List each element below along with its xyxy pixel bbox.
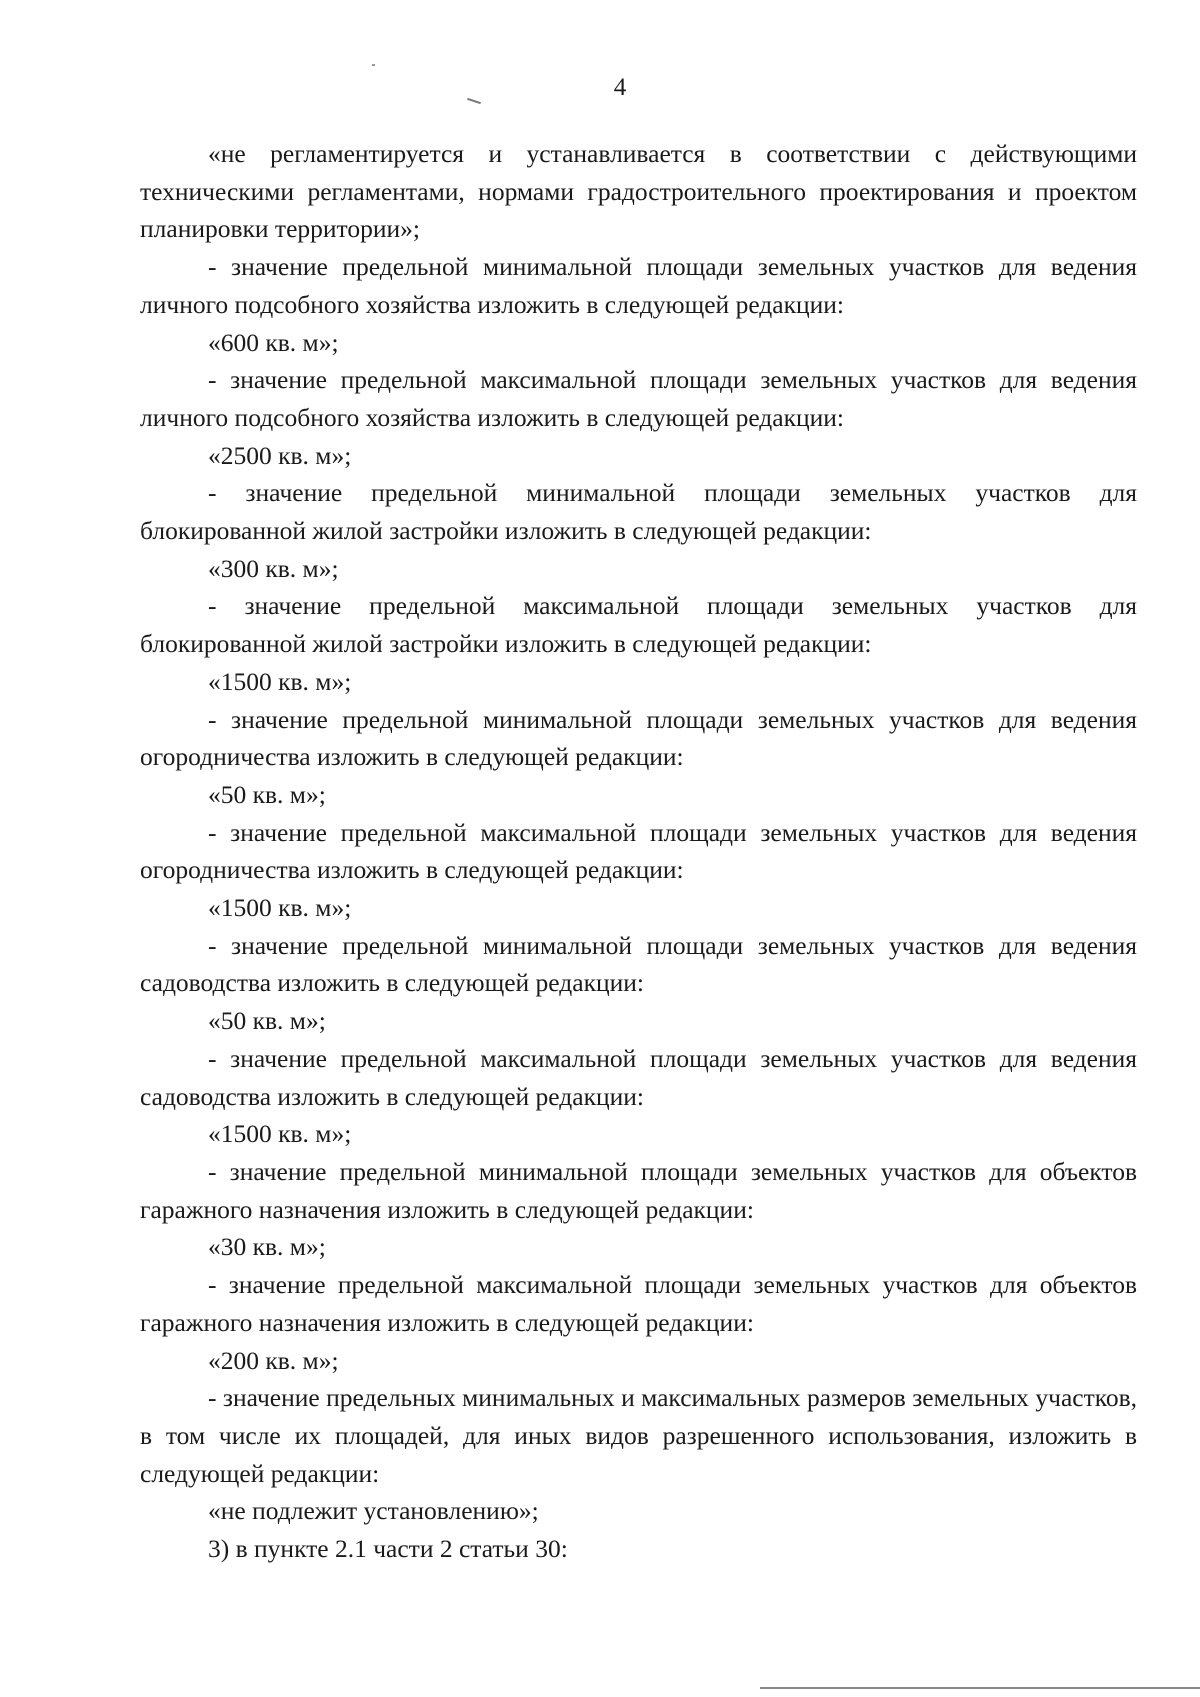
opening-paragraph: «не регламентируется и устанавливается в соответствии с действующими техническими регламентами, нормами градостроительного проектирования и проектом планировки территории»;: [140, 139, 1137, 244]
amendment-value-11: «не подлежит установлению»;: [208, 1496, 539, 1526]
amendment-item-8: - значение предельной максимальной площади земельных участков для ведения садоводства изложить в следующей редакции:: [140, 1043, 1137, 1111]
amendment-value-8: «1500 кв. м»;: [208, 1119, 352, 1149]
amendment-value-10: «200 кв. м»;: [208, 1345, 339, 1375]
bottom-edge-line: [760, 1687, 1200, 1689]
amendment-item-6: - значение предельной максимальной площади земельных участков для ведения огородничества изложить в следующей редакции:: [140, 817, 1137, 885]
amendment-item-2: - значение предельной максимальной площади земельных участков для ведения личного подсобного хозяйства изложить в следующей редакции:: [140, 365, 1137, 432]
amendment-item-3: - значение предельной минимальной площади земельных участков для блокированной жилой застройки изложить в следующей редакции:: [140, 478, 1137, 546]
amendment-item-11: - значение предельных минимальных и максимальных размеров земельных участков, в том числе их площадей, для иных видов разрешенного использования, изложить в следующей редакции:: [140, 1383, 1137, 1488]
amendment-value-6: «1500 кв. м»;: [208, 893, 352, 923]
amendment-item-9: - значение предельной минимальной площади земельных участков для объектов гаражного назначения изложить в следующей редакции:: [140, 1156, 1137, 1224]
amendment-item-10: - значение предельной максимальной площади земельных участков для объектов гаражного назначения изложить в следующей редакции:: [140, 1270, 1137, 1337]
amendment-value-2: «2500 кв. м»;: [208, 440, 352, 470]
closing-paragraph: 3) в пункте 2.1 части 2 статьи 30:: [208, 1534, 568, 1564]
amendment-value-3: «300 кв. м»;: [208, 553, 339, 583]
amendment-item-7: - значение предельной минимальной площади земельных участков для ведения садоводства изложить в следующей редакции:: [140, 930, 1137, 998]
amendment-value-7: «50 кв. м»;: [208, 1006, 326, 1036]
amendment-item-5: - значение предельной минимальной площади земельных участков для ведения огородничества изложить в следующей редакции:: [140, 704, 1137, 772]
amendment-value-9: «30 кв. м»;: [208, 1232, 326, 1262]
amendment-item-1: - значение предельной минимальной площади земельных участков для ведения личного подсобного хозяйства изложить в следующей редакции:: [140, 252, 1137, 319]
page-number: 4: [613, 74, 627, 101]
amendment-item-4: - значение предельной максимальной площади земельных участков для блокированной жилой застройки изложить в следующей редакции:: [140, 591, 1137, 659]
amendment-value-5: «50 кв. м»;: [208, 779, 326, 809]
amendment-value-4: «1500 кв. м»;: [208, 666, 352, 696]
document-body: [140, 135, 1137, 1568]
amendment-value-1: «600 кв. м»;: [208, 327, 339, 357]
scan-artifact-dot: [372, 64, 375, 66]
